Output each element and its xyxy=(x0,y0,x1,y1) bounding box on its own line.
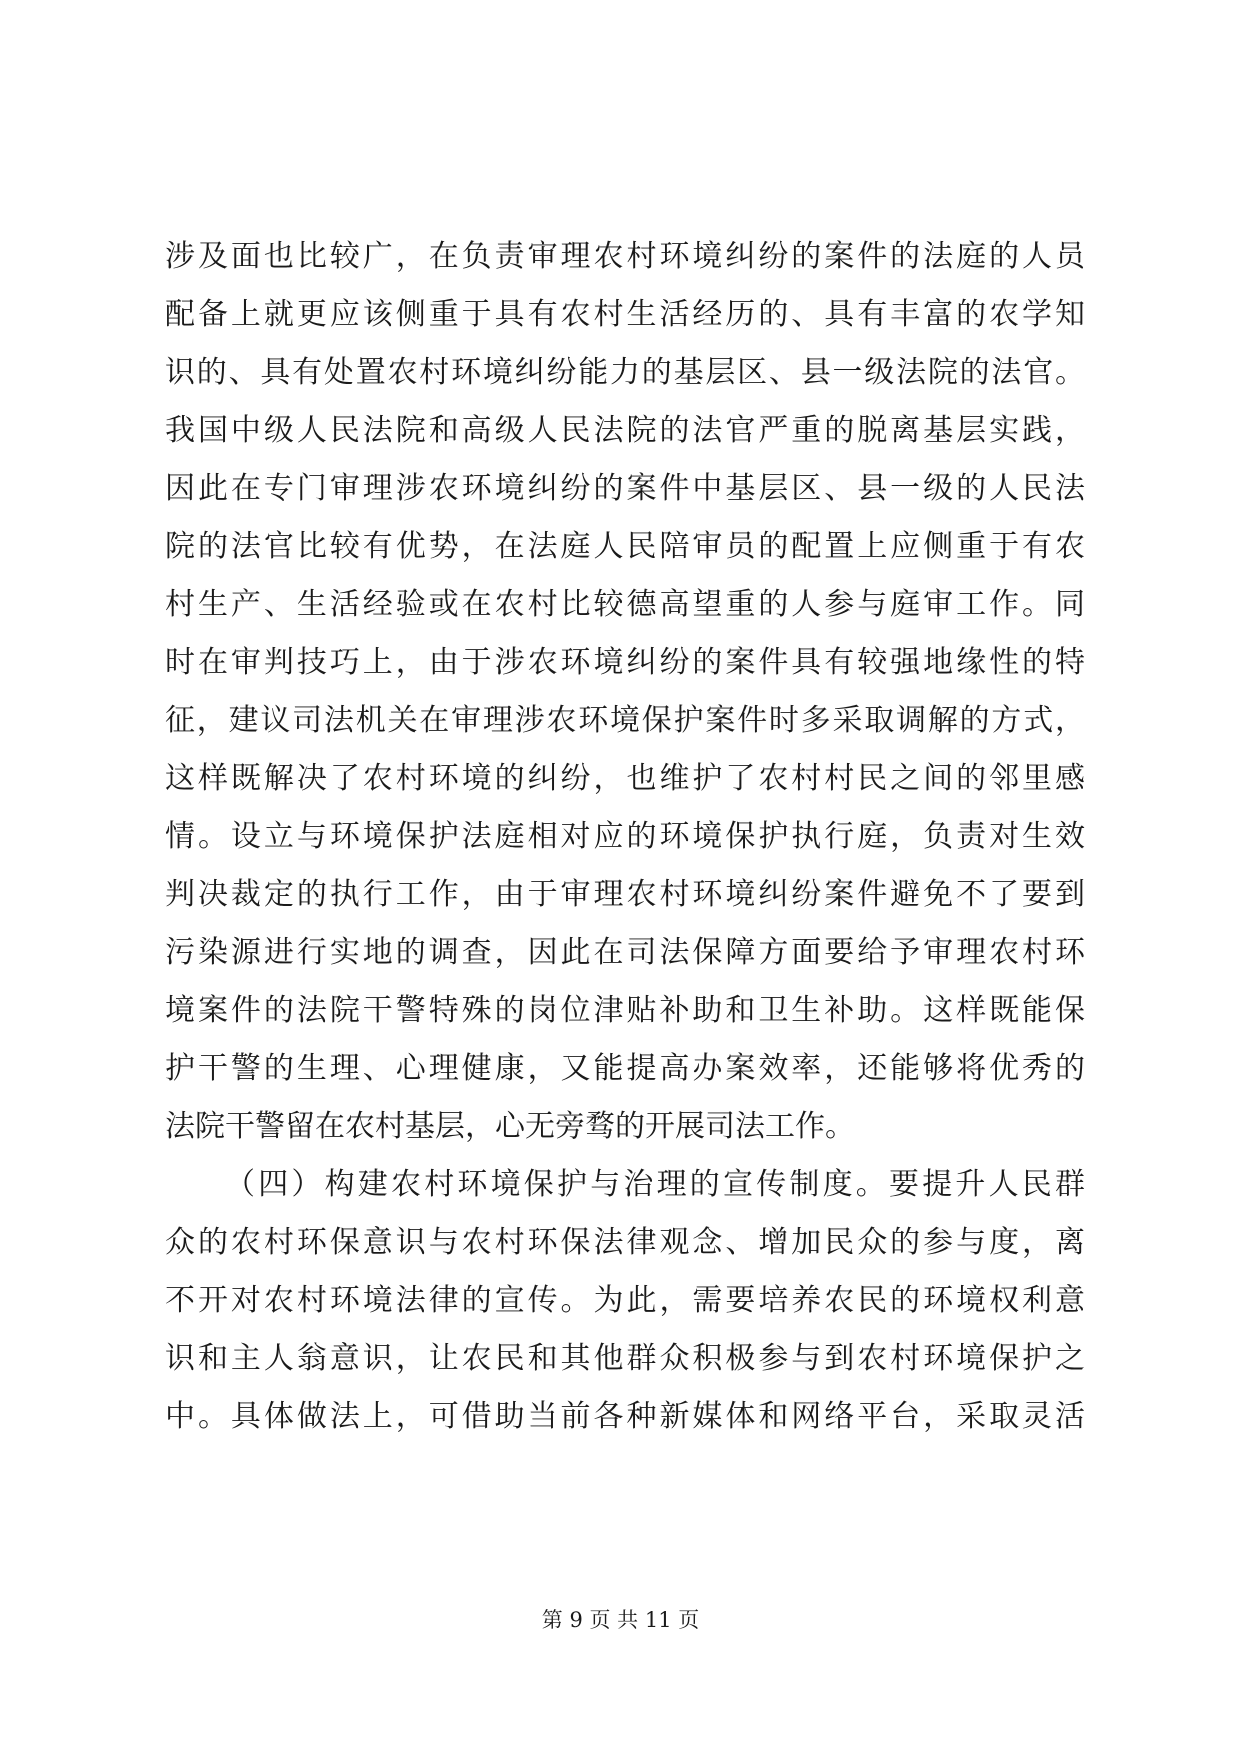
text-line: 法院干警留在农村基层，心无旁骛的开展司法工作。 xyxy=(165,1109,855,1144)
text-line: 这样既解决了农村环境的纠纷，也维护了农村村民之间的邻里感 xyxy=(165,761,1085,796)
text-line: 识的、具有处置农村环境纠纷能力的基层区、县一级法院的法官。 xyxy=(165,355,1085,390)
text-line: 护干警的生理、心理健康，又能提高办案效率，还能够将优秀的 xyxy=(165,1051,1085,1086)
text-line: 涉及面也比较广，在负责审理农村环境纠纷的案件的法庭的人员 xyxy=(165,239,1085,274)
text-line: 时在审判技巧上，由于涉农环境纠纷的案件具有较强地缘性的特 xyxy=(165,645,1085,680)
text-line: 配备上就更应该侧重于具有农村生活经历的、具有丰富的农学知 xyxy=(165,297,1085,332)
text-line: 院的法官比较有优势，在法庭人民陪审员的配置上应侧重于有农 xyxy=(165,529,1085,564)
text-line: 村生产、生活经验或在农村比较德高望重的人参与庭审工作。同 xyxy=(165,587,1085,622)
text-line: 情。设立与环境保护法庭相对应的环境保护执行庭，负责对生效 xyxy=(165,819,1085,854)
text-line: 因此在专门审理涉农环境纠纷的案件中基层区、县一级的人民法 xyxy=(165,471,1085,506)
section-heading-line: （四）构建农村环境保护与治理的宣传制度。要提升人民群 xyxy=(225,1167,1085,1202)
text-line: 判决裁定的执行工作，由于审理农村环境纠纷案件避免不了要到 xyxy=(165,877,1085,912)
text-line: 境案件的法院干警特殊的岗位津贴补助和卫生补助。这样既能保 xyxy=(165,993,1085,1028)
text-line: 中。具体做法上，可借助当前各种新媒体和网络平台，采取灵活 xyxy=(165,1399,1085,1434)
text-line: 识和主人翁意识，让农民和其他群众积极参与到农村环境保护之 xyxy=(165,1341,1085,1376)
body-text xyxy=(165,228,1085,1446)
text-line: 征，建议司法机关在审理涉农环境保护案件时多采取调解的方式， xyxy=(165,703,1085,738)
text-line: 我国中级人民法院和高级人民法院的法官严重的脱离基层实践， xyxy=(165,413,1085,448)
page-footer: 第 9 页 共 11 页 xyxy=(541,1608,700,1632)
text-line: 不开对农村环境法律的宣传。为此，需要培养农民的环境权利意 xyxy=(165,1283,1085,1318)
text-line: 众的农村环保意识与农村环保法律观念、增加民众的参与度，离 xyxy=(165,1225,1085,1260)
text-line: 污染源进行实地的调查，因此在司法保障方面要给予审理农村环 xyxy=(165,935,1085,970)
